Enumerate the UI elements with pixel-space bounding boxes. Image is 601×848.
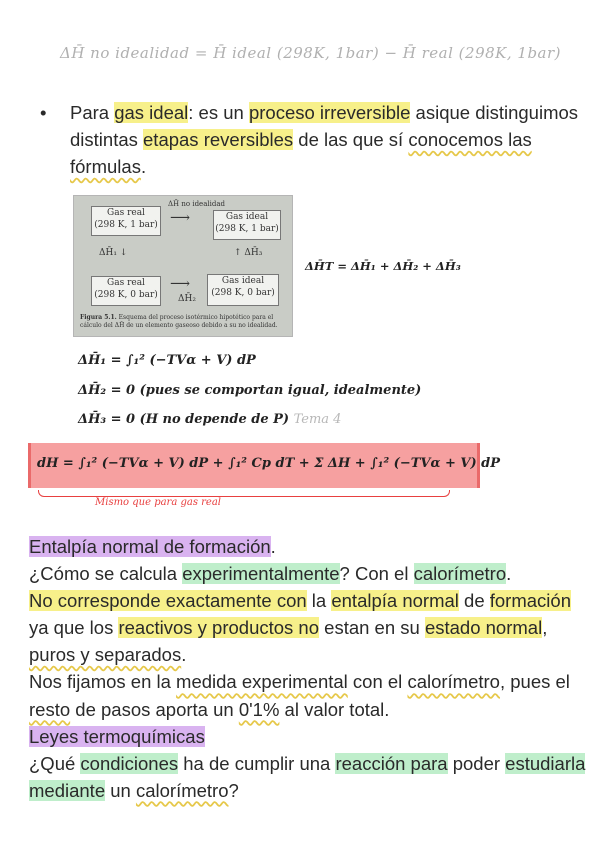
text-run: la [306, 590, 332, 612]
text-run: con el [347, 671, 408, 693]
text-run: un [105, 779, 136, 801]
text-run: de pasos aporta un [70, 698, 239, 720]
highlight-reactivos-productos: reactivos y productos no [118, 617, 320, 639]
bullet-text [70, 99, 580, 180]
paragraph-medida-experimental [29, 668, 589, 722]
main-notes [29, 533, 589, 804]
text-run: ¿Qué [29, 752, 81, 774]
delta-total-equation: ΔH̄T = ΔH̄₁ + ΔH̄₂ + ΔH̄₃ [305, 259, 461, 273]
bullet-dot: • [40, 102, 47, 123]
text-run: ha de cumplir una [178, 752, 336, 774]
brace-note: Mismo que para gas real [95, 497, 222, 508]
text-run: ? Con el [339, 563, 414, 585]
arrow-right-label: ↑ ΔH̄₃ [234, 248, 263, 258]
right-arrow-icon: ⟶ [170, 276, 191, 292]
line-heading-leyes [29, 723, 589, 750]
highlight-etapas-reversibles: etapas reversibles [143, 129, 294, 150]
figure-caption [80, 314, 286, 329]
highlight-gas-ideal: gas ideal [114, 102, 189, 123]
underline-resto: resto [29, 698, 71, 720]
line-question-calorimetro [29, 560, 589, 587]
arrow-left-label: ΔH̄₁ ↓ [99, 248, 128, 258]
arrow-top-label: ΔH̄ no idealidad [168, 200, 225, 208]
highlight-calorimetro: calorímetro [413, 563, 507, 585]
text-run: Nos fijamos en la [29, 671, 177, 693]
underline-conocemos-formulas: conocemos las fórmulas [70, 129, 532, 177]
line-heading-entalpia [29, 533, 589, 560]
text-run: , pues el [499, 671, 570, 693]
text-run: de [458, 590, 490, 612]
highlighted-equation-box [28, 443, 501, 488]
caption-label: Figura 5.1. [80, 314, 117, 321]
box-gas-ideal-1bar: Gas ideal (298 K, 1 bar) [213, 210, 281, 240]
underline-puros-separados: puros y separados [29, 644, 182, 666]
enthalpy-sum-equation: dH = ∫₁² (−TVα + V) dP + ∫₁² Cp dT + Σ ΔH + ∫₁² (−TVα + V) dP [37, 456, 501, 471]
highlight-experimentalmente: experimentalmente [182, 563, 340, 585]
text-run: ¿Cómo se calcula [29, 563, 183, 585]
bullet-paragraph [40, 99, 580, 180]
paragraph-no-corresponde [29, 587, 589, 668]
text-run: , [542, 617, 548, 639]
text-run: . [140, 156, 147, 177]
caption-text: Esquema del proceso isotérmico hipotético para el cálculo del ΔH̄ de un elemento gaseoso debido a su no idealidad. [80, 314, 278, 329]
text-run: estan en su [319, 617, 425, 639]
highlight-no-corresponde: No corresponde exactamente con [29, 590, 307, 612]
text-run: Para [70, 102, 115, 123]
box-gas-real-0bar: Gas real (298 K, 0 bar) [91, 276, 161, 306]
equation-dh3-text: ΔH̄₃ = 0 (H no depende de P) [78, 412, 290, 427]
arrow-bottom-label: ΔH̄₂ [178, 294, 196, 304]
text-run: ? [228, 779, 239, 801]
underline-medida-experimental: medida experimental [176, 671, 348, 693]
text-run: : es un [188, 102, 249, 123]
paragraph-condiciones [29, 750, 589, 804]
text-run: poder [447, 752, 506, 774]
heading-leyes-termoquimicas: Leyes termoquímicas [29, 725, 205, 747]
text-run: asique distinguimos distintas [70, 102, 579, 150]
highlight-entalpia-normal: entalpía normal [331, 590, 459, 612]
tema-note: Tema 4 [293, 412, 342, 427]
highlight-proceso-irreversible: proceso irreversible [248, 102, 411, 123]
box-gas-real-1bar: Gas real (298 K, 1 bar) [91, 206, 161, 236]
equation-dh3 [78, 412, 341, 427]
equation-dh2: ΔH̄₂ = 0 (pues se comportan igual, idealmente) [78, 383, 422, 398]
right-arrow-icon: ⟶ [170, 210, 191, 226]
top-handwritten-note: ΔH̄ no idealidad = H̄ ideal (298K, 1bar) − H̄ real (298K, 1bar) [60, 44, 562, 62]
equation-dh1: ΔH̄₁ = ∫₁² (−TVα + V) dP [78, 353, 256, 368]
highlight-formacion: formación [489, 590, 571, 612]
textbook-figure [73, 195, 293, 337]
underline-calorimetro-2: calorímetro [135, 779, 229, 801]
highlight-condiciones: condiciones [80, 752, 179, 774]
highlight-estudiarla-mediante: estudiarla mediante [29, 752, 586, 801]
heading-entalpia-normal: Entalpía normal de formación [29, 536, 271, 557]
text-run: de las que sí [293, 129, 409, 150]
text-run: . [181, 644, 187, 666]
box-gas-ideal-0bar: Gas ideal (298 K, 0 bar) [207, 274, 279, 306]
text-run: ya que los [29, 617, 119, 639]
text-run: . [270, 536, 276, 557]
underline-porcentaje: 0'1% [238, 698, 280, 720]
highlight-estado-normal: estado normal [424, 617, 543, 639]
text-run: al valor total. [279, 698, 390, 720]
underbrace [38, 490, 450, 497]
underline-calorimetro: calorímetro [407, 671, 500, 693]
text-run: . [506, 563, 512, 585]
highlight-reaccion-para: reacción para [335, 752, 448, 774]
